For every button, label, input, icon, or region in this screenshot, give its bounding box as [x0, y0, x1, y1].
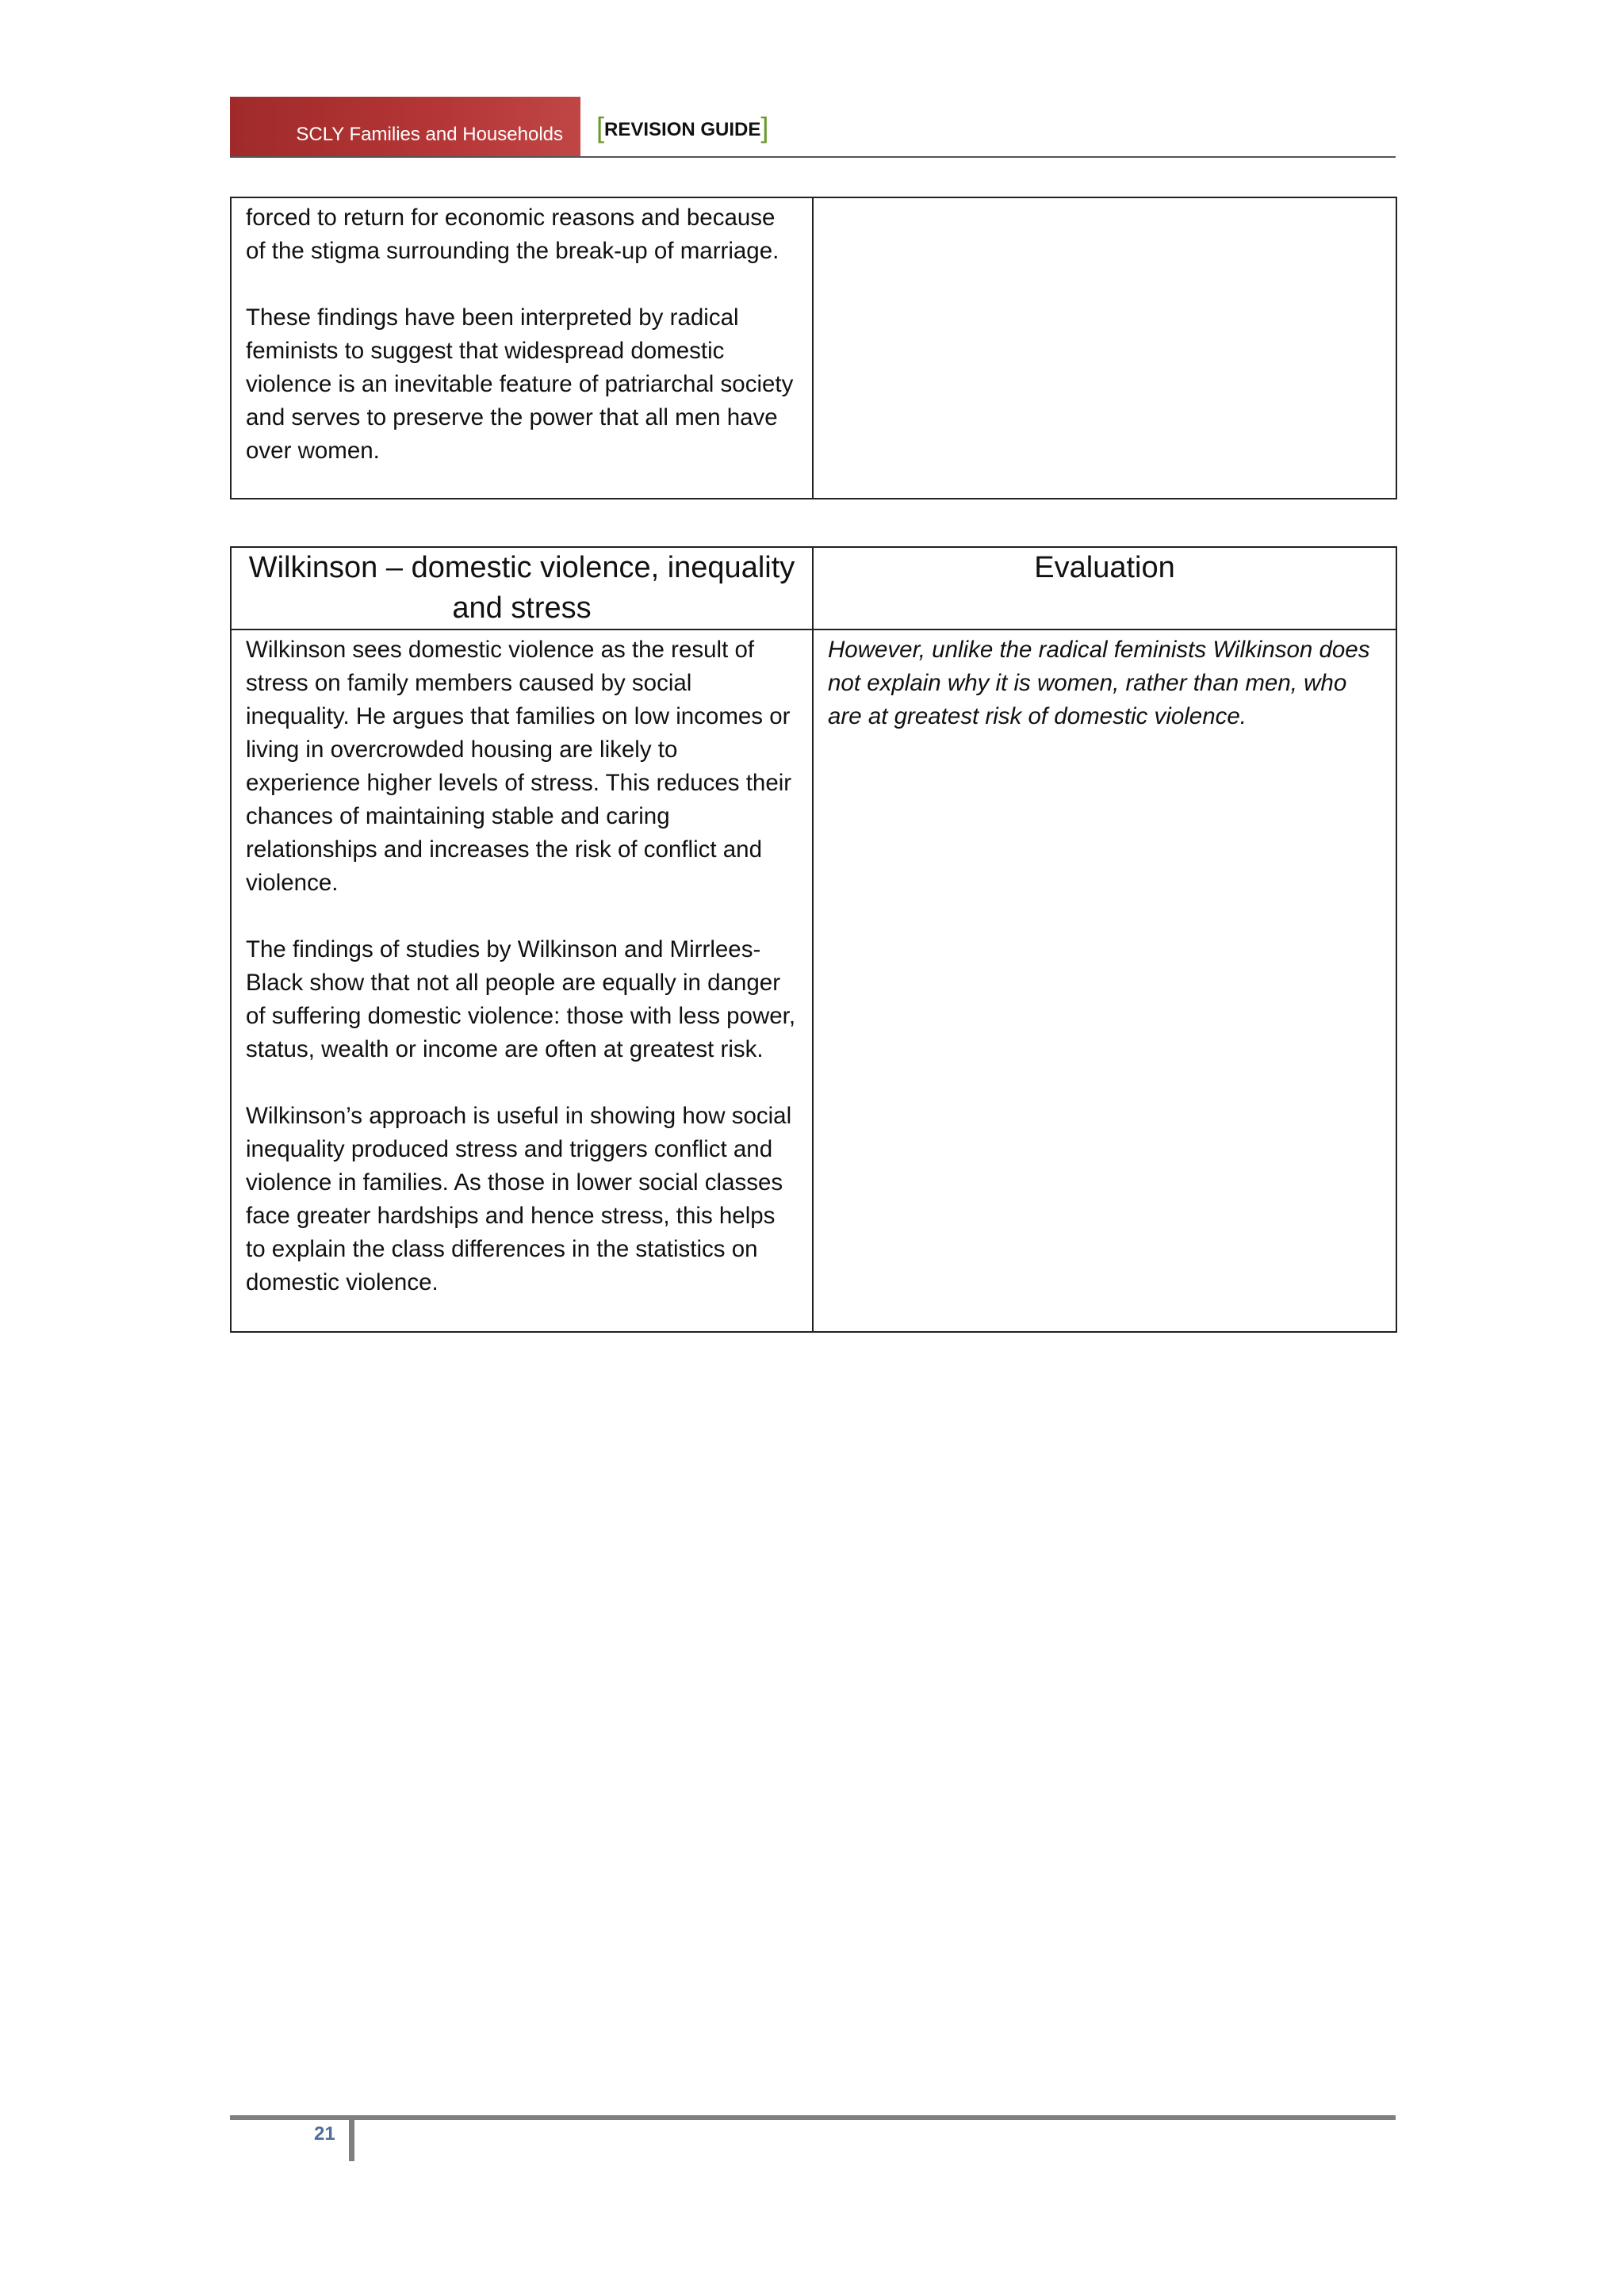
evaluation-heading: Evaluation: [813, 547, 1396, 629]
paragraph: The findings of studies by Wilkinson and Mirrlees-Black show that not all people are equally in danger of suffering domestic violence: those with less power, status, wealth or income are often at greatest risk.: [246, 936, 796, 1062]
header-band: [230, 97, 580, 157]
footer-divider: [349, 2117, 354, 2161]
paragraph: Wilkinson’s approach is useful in showing how social inequality produced stress and triggers conflict and violence in families. As those in lower social classes face greater hardships and hence stress, this helps to explain the class differences in the statistics on domestic violence.: [246, 1103, 792, 1295]
bracket-open: [: [596, 111, 605, 144]
bracket-close: ]: [760, 111, 769, 144]
page-header: [230, 97, 1396, 157]
table-header-row: [231, 547, 1396, 629]
header-rule: [230, 156, 1396, 158]
wilkinson-table: [230, 546, 1397, 1333]
page-number: 21: [314, 2123, 335, 2145]
paragraph: These findings have been interpreted by radical feminists to suggest that widespread domestic violence is an inevitable feature of patriarchal society and serves to preserve the power that all men have over women.: [246, 304, 794, 464]
guide-text: REVISION GUIDE: [604, 119, 761, 140]
continuation-left-cell: [231, 197, 813, 499]
paragraph: forced to return for economic reasons and because of the stigma surrounding the break-up of marriage.: [246, 205, 779, 264]
revision-guide-label: [596, 111, 768, 144]
wilkinson-heading: Wilkinson – domestic violence, inequality and stress: [231, 547, 813, 629]
table-row: [231, 197, 1396, 499]
table-row: [231, 629, 1396, 1332]
continuation-table: [230, 197, 1397, 499]
evaluation-content-cell: However, unlike the radical feminists Wilkinson does not explain why it is women, rather than men, who are at greatest risk of domestic violence.: [813, 629, 1396, 1332]
footer-rule: [230, 2115, 1396, 2120]
wilkinson-content-cell: [231, 629, 813, 1332]
continuation-right-cell: [813, 197, 1396, 499]
course-title: SCLY Families and Households: [296, 124, 563, 145]
paragraph: Wilkinson sees domestic violence as the result of stress on family members caused by social inequality. He argues that families on low incomes or living in overcrowded housing are likely to experience higher levels of stress. This reduces their chances of maintaining stable and caring relationships and increases the risk of conflict and violence.: [246, 637, 792, 896]
